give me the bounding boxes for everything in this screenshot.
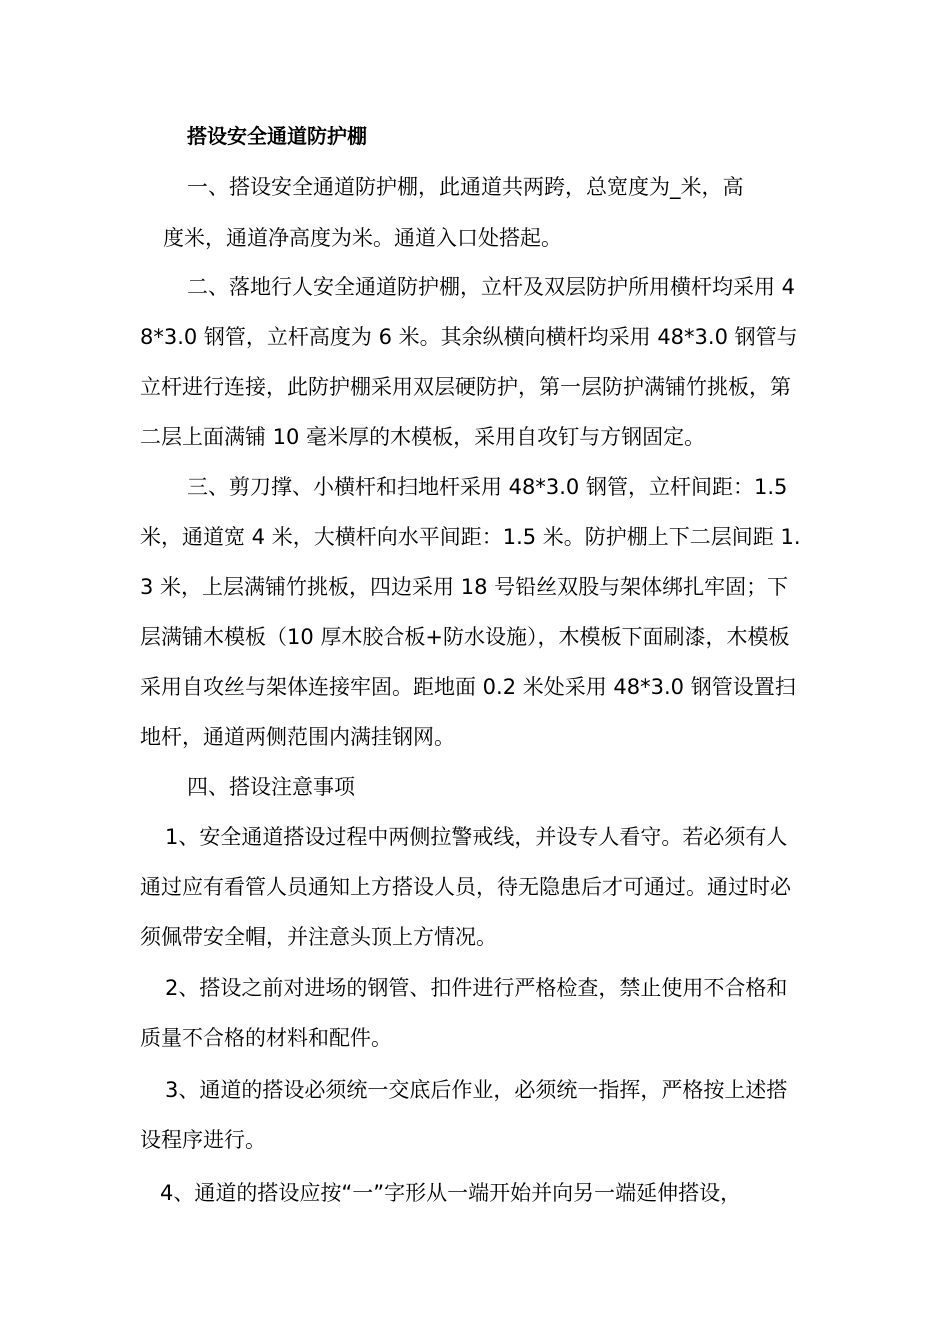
paragraph-line: 2、搭设之前对进场的钢管、扣件进行严格检查，禁止使用不合格和 [165, 976, 788, 1000]
paragraph-line: 层满铺木模板（10 厚木胶合板+防水设施），木模板下面刷漆，木模板 [140, 625, 790, 649]
paragraph-line: 4、通道的搭设应按“一”字形从一端开始并向另一端延伸搭设， [160, 1181, 742, 1205]
paragraph-line: 1、安全通道搭设过程中两侧拉警戒线，并设专人看守。若必须有人 [165, 825, 788, 849]
paragraph-line: 8*3.0 钢管，立杆高度为 6 米。其余纵横向横杆均采用 48*3.0 钢管与 [140, 325, 798, 349]
paragraph-line: 一、搭设安全通道防护棚，此通道共两跨，总宽度为_米，高 [187, 175, 744, 199]
section-heading: 四、搭设注意事项 [187, 775, 355, 799]
paragraph-line: 设程序进行。 [140, 1128, 266, 1152]
paragraph-line: 须佩带安全帽，并注意头顶上方情况。 [140, 925, 497, 949]
paragraph-line: 3 米，上层满铺竹挑板，四边采用 18 号铅丝双股与架体绑扎牢固；下 [140, 575, 789, 599]
paragraph-line: 地杆，通道两侧范围内满挂钢网。 [140, 725, 455, 749]
paragraph-line: 度米，通道净高度为米。通道入口处搭起。 [163, 226, 562, 250]
paragraph-line: 二、落地行人安全通道防护棚，立杆及双层防护所用横杆均采用 4 [187, 275, 796, 299]
paragraph-line: 三、剪刀撑、小横杆和扫地杆采用 48*3.0 钢管，立杆间距：1.5 [187, 475, 788, 499]
paragraph-line: 通过应有看管人员通知上方搭设人员，待无隐患后才可通过。通过时必 [140, 875, 791, 899]
paragraph-line: 米，通道宽 4 米，大横杆向水平间距：1.5 米。防护棚上下二层间距 1. [140, 525, 801, 549]
paragraph-line: 立杆进行连接，此防护棚采用双层硬防护，第一层防护满铺竹挑板，第 [140, 375, 791, 399]
paragraph-line: 二层上面满铺 10 毫米厚的木模板，采用自攻钉与方钢固定。 [140, 425, 706, 449]
paragraph-line: 3、通道的搭设必须统一交底后作业，必须统一指挥，严格按上述搭 [165, 1078, 788, 1102]
document-title: 搭设安全通道防护棚 [187, 124, 367, 148]
paragraph-line: 质量不合格的材料和配件。 [140, 1026, 392, 1050]
paragraph-line: 采用自攻丝与架体连接牢固。距地面 0.2 米处采用 48*3.0 钢管设置扫 [140, 675, 796, 699]
